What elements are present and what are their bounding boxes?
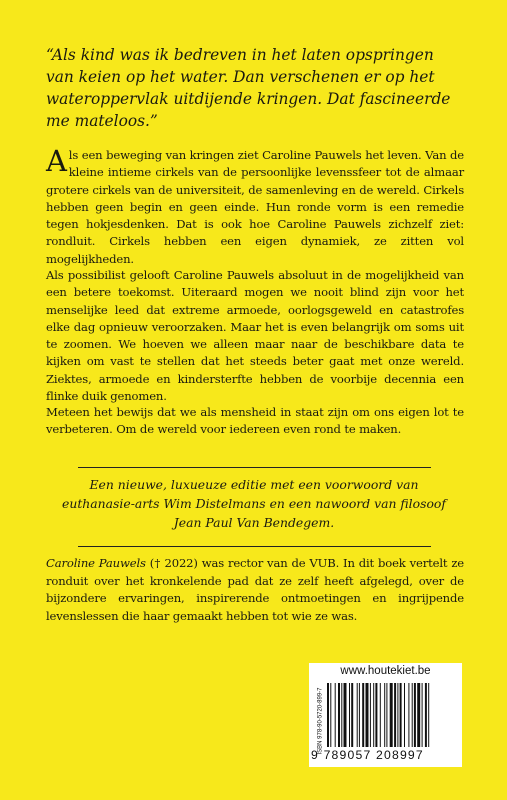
author-bio-text: († 2022) was rector van de VUB. In dit boek vertelt ze ronduit over het kronkelende pad dat ze zelf heeft afgelegd, over de bijzondere ervaringen, inspirerende ontmoetingen en ingrijpende levenslessen die haar gemaakt hebben tot wie ze was. bbox=[46, 556, 464, 623]
dropcap: A bbox=[46, 144, 67, 178]
divider-top bbox=[78, 467, 431, 468]
barcode-digits: 9 789057 208997 bbox=[311, 748, 424, 762]
paragraph-proof: Meteen het bewijs dat we als mensheid in staat zijn om ons eigen lot te verbeteren. Om de wereld voor iedereen even rond te maken. bbox=[46, 405, 464, 437]
isbn-label: ISBN 978-90-5720-899-7 bbox=[317, 687, 324, 755]
barcode-bars bbox=[327, 683, 455, 747]
author-bio bbox=[46, 555, 464, 625]
paragraph-intro bbox=[46, 144, 464, 268]
paragraph-intro-text: ls een beweging van kringen ziet Caroline Pauwels het leven. Van de kleine intieme cirkels van de persoonlijke levenssfeer tot de almaar grotere cirkels van de universiteit, de samenleving en de wereld. Cirkels hebben geen begin en geen einde. Hun ronde vorm is een remedie tegen hokjesdenken. Dat is ook hoe Caroline Pauwels zichzelf ziet: rondluit. Cirkels hebben een eigen dynamiek, ze zitten vol mogelijkheden. bbox=[46, 148, 464, 266]
barcode-block bbox=[309, 663, 462, 767]
back-cover-quote: “Als kind was ik bedreven in het laten opspringen van keien op het water. Dan verschenen er op het wateroppervlak uitdijende kringen. Dat fascineerde me mateloos.” bbox=[46, 46, 451, 130]
author-name: Caroline Pauwels bbox=[46, 556, 146, 570]
edition-note: Een nieuwe, luxueuze editie met een voorwoord van euthanasie-arts Wim Distelmans en een nawoord van filosoof Jean Paul Van Bendegem. bbox=[62, 477, 446, 530]
paragraph-possibilist: Als possibilist gelooft Caroline Pauwels absoluut in de mogelijkheid van een betere toekomst. Uiteraard mogen we nooit blind zijn voor het menselijke leed dat extreme armoede, oorlogsgeweld en catastrofes elke dag opnieuw veroorzaken. Maar het is even belangrijk om soms uit te zoomen. We hoeven we alleen maar naar de beschikbare data te kijken om vast te stellen dat het steeds beter gaat met onze wereld. Ziektes, armoede en kindersterfte hebben de voorbije decennia een flinke duik genomen. bbox=[46, 268, 464, 404]
divider-bottom bbox=[78, 546, 431, 547]
publisher-url: www.houtekiet.be bbox=[340, 665, 431, 677]
